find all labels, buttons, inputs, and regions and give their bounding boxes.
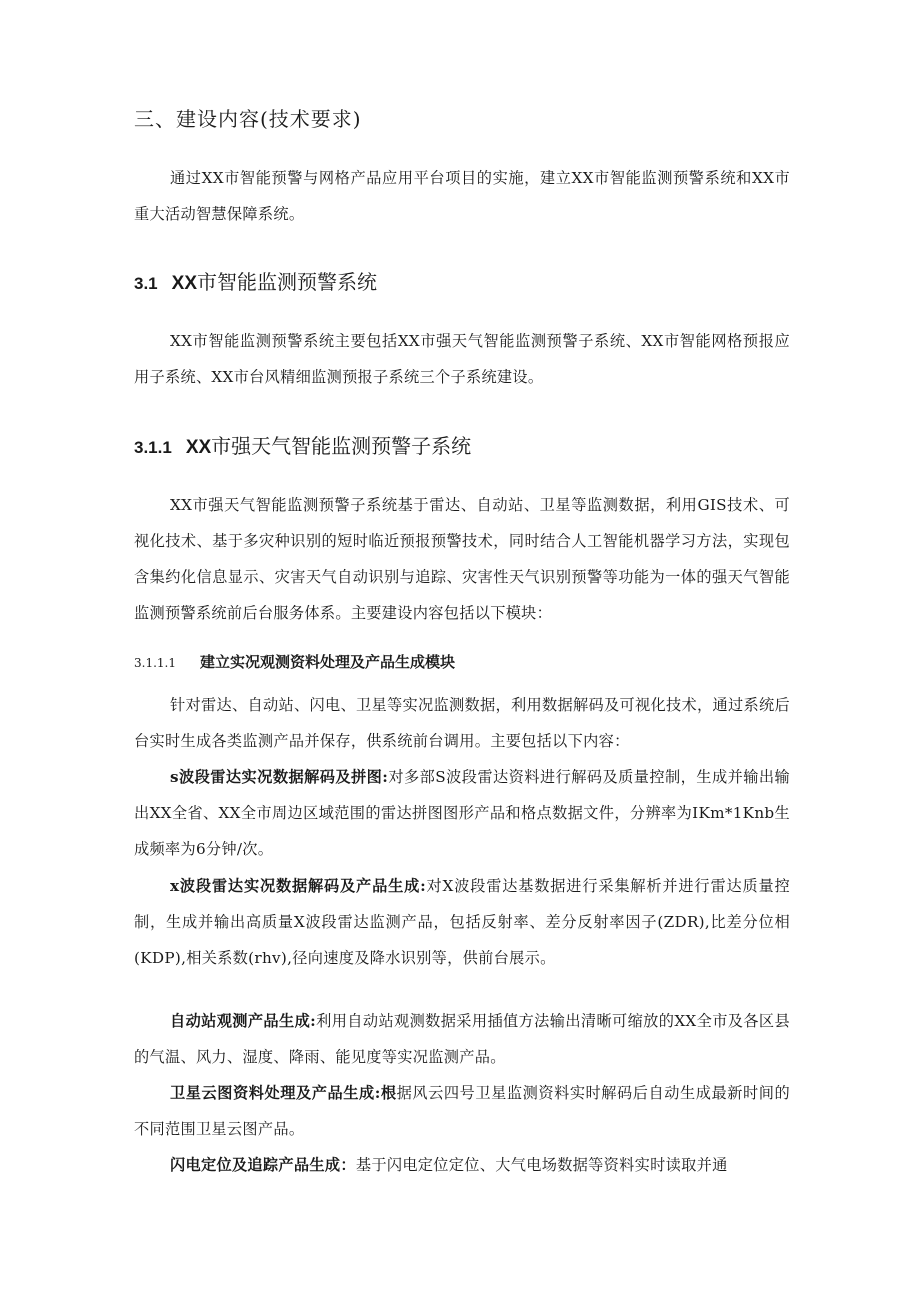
heading-title: 市智能监测预警系统	[197, 270, 377, 294]
item-text: 利用自动站观测数据采用插值方法输出清晰可缩放的XX全市及各区县的气温、风力、湿度、降雨、能见度等实况监测产品。	[134, 1012, 790, 1066]
list-item-x-band	[134, 868, 790, 976]
item-text: 对多部S波段雷达资料进行解码及质量控制，生成并输出输出XX全省、XX全市周边区域范围的雷达拼图图形产品和格点数据文件，分辨率为IKm*1Knb生成频率为6分钟/次。	[134, 768, 790, 858]
item-label: s波段雷达实况数据解码及拼图:	[170, 768, 389, 786]
heading-title: 市强天气智能监测预警子系统	[211, 434, 472, 458]
paragraph-3-1-1-1: 针对雷达、自动站、闪电、卫星等实况监测数据，利用数据解码及可视化技术，通过系统后台实时生成各类监测产品并保存，供系统前台调用。主要包括以下内容：	[134, 696, 790, 750]
heading-xx: XX	[171, 273, 197, 294]
item-label: 卫星云图资料处理及产品生成:根	[170, 1084, 397, 1102]
list-item-lightning	[134, 1147, 790, 1183]
section-heading: 三、建设内容(技术要求)	[134, 107, 362, 131]
heading-3-1	[134, 266, 790, 295]
list-item-s-band	[134, 759, 790, 867]
heading-3-1-1	[134, 430, 790, 459]
intro-paragraph: 通过XX市智能预警与网格产品应用平台项目的实施，建立XX市智能监测预警系统和XX市重大活动智慧保障系统。	[134, 169, 790, 223]
item-text: 据风云四号卫星监测资料实时解码后自动生成最新时间的不同范围卫星云图产品。	[134, 1084, 790, 1138]
list-item-satellite	[134, 1075, 790, 1147]
heading-title: 建立实况观测资料处理及产品生成模块	[199, 653, 455, 671]
list-item-auto-station	[134, 1003, 790, 1075]
heading-number: 3.1.1	[134, 438, 172, 457]
paragraph-3-1-1: XX市强天气智能监测预警子系统基于雷达、自动站、卫星等监测数据，利用GIS技术、可视化技术、基于多灾种识别的短时临近预报预警技术，同时结合人工智能机器学习方法，实现包含集约化信息显示、灾害天气自动识别与追踪、灾害性天气识别预警等功能为一体的强天气智能监测预警系统前后台服务体系。主要建设内容包括以下模块：	[134, 496, 790, 622]
item-label: x波段雷达实况数据解码及产品生成:	[170, 877, 427, 895]
item-label: 闪电定位及追踪产品生成：	[170, 1156, 356, 1174]
item-text: 对X波段雷达基数据进行采集解析并进行雷达质量控制，生成并输出高质量X波段雷达监测产品，包括反射率、差分反射率因子(ZDR),比差分位相(KDP),相关系数(rhv),径向速度及降水识别等，供前台展示。	[134, 877, 790, 967]
item-text: 基于闪电定位定位、大气电场数据等资料实时读取并通	[355, 1156, 728, 1174]
heading-xx: XX	[185, 437, 212, 458]
paragraph-3-1: XX市智能监测预警系统主要包括XX市强天气智能监测预警子系统、XX市智能网格预报应用子系统、XX市台风精细监测预报子系统三个子系统建设。	[134, 332, 790, 386]
heading-number: 3.1.1.1	[134, 656, 176, 670]
heading-3-1-1-1	[134, 651, 790, 672]
item-label: 自动站观测产品生成:	[170, 1012, 317, 1030]
heading-number: 3.1	[134, 274, 158, 293]
